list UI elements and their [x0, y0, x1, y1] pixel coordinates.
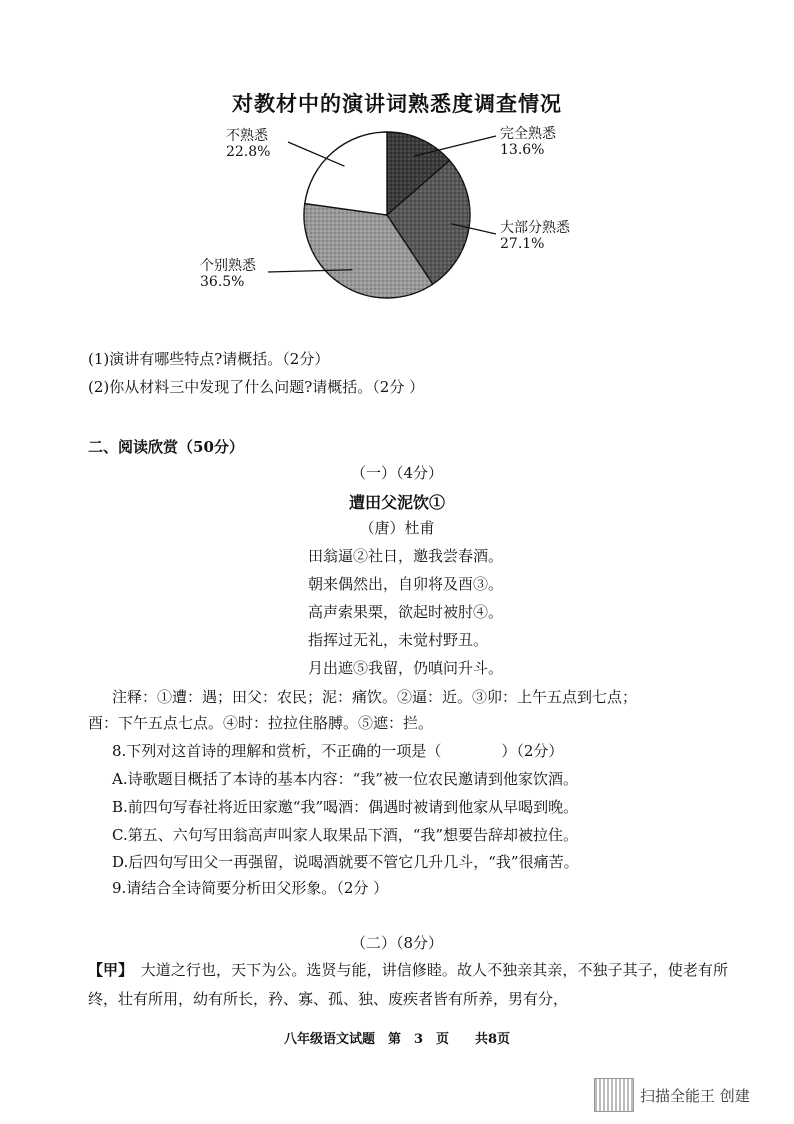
question-9: 9.请结合全诗简要分析田父形象。（2分 ） [112, 879, 389, 897]
poem-line: 田翁逼②社日，邀我尝春酒。 [308, 547, 504, 565]
section-heading: 二、阅读欣赏（50分） [88, 438, 244, 456]
option-b: B.前四句写春社将近田家邀“我”喝酒：偶遇时被请到他家从早喝到晚。 [112, 798, 579, 816]
slice-percent: 13.6% [500, 142, 545, 158]
passage-jia-text: 大道之行也，天下为公。选贤与能，讲信修睦。故人不独亲其亲，不独子其子，使老有所终，壮有所用，幼有所长，矜、寡、孤、独、废疾者皆有所养，男有分， [88, 961, 728, 1008]
slice-label: 大部分熟悉 [500, 220, 570, 236]
slice-percent: 36.5% [200, 274, 245, 290]
passage-jia-tag: 【甲】 [88, 961, 126, 979]
slice-label: 完全熟悉 [500, 126, 556, 142]
option-c: C.第五、六句写田翁高声叫家人取果品下酒，“我”想要告辞却被拉住。 [112, 826, 579, 844]
poem-title: 遭田父泥饮① [348, 493, 445, 512]
question-8: 8.下列对这首诗的理解和赏析，不正确的一项是（ ）（2分） [112, 742, 564, 760]
poem-line: 指挥过无礼，未觉村野丑。 [308, 631, 489, 649]
slice-label: 个别熟悉 [200, 258, 256, 274]
scanner-watermark [594, 1078, 750, 1112]
pie-chart [190, 120, 610, 330]
slice-label: 不熟悉 [226, 128, 268, 144]
poem-author: （唐）杜甫 [359, 519, 435, 537]
scanner-logo-icon [594, 1078, 634, 1112]
poem-line: 高声索果栗，欲起时被肘④。 [308, 603, 504, 621]
part2-label: （二）（8分） [350, 934, 444, 952]
notes-line: 注释：①遭：遇；田父：农民；泥：痛饮。②逼：近。③卯：上午五点到七点； [112, 688, 638, 706]
poem-line: 月出遮⑤我留，仍嗔问升斗。 [308, 659, 504, 677]
option-a: A.诗歌题目概括了本诗的基本内容：“我”被一位农民邀请到他家饮酒。 [112, 770, 578, 788]
slice-percent: 27.1% [500, 236, 545, 252]
question-2: (2)你从材料三中发现了什么问题?请概括。（2分 ） [88, 378, 425, 396]
pie-slice-3 [305, 132, 387, 215]
notes-line: 酉：下午五点七点。④时：拉拉住胳膊。⑤遮：拦。 [88, 714, 434, 732]
chart-title: 对教材中的演讲词熟悉度调查情况 [232, 92, 562, 116]
passage-jia [88, 956, 728, 1014]
watermark-text: 扫描全能王 创建 [640, 1086, 750, 1105]
part1-label: （一）（4分） [350, 464, 444, 482]
question-1: (1)演讲有哪些特点?请概括。（2分） [88, 350, 330, 368]
poem-line: 朝来偶然出，自卯将及酉③。 [308, 575, 504, 593]
option-d: D.后四句写田父一再强留，说喝酒就要不管它几升几斗，“我”很痛苦。 [112, 853, 579, 871]
page-footer: 八年级语文试题 第 3 页 共8页 [283, 1032, 511, 1047]
slice-percent: 22.8% [226, 144, 271, 160]
